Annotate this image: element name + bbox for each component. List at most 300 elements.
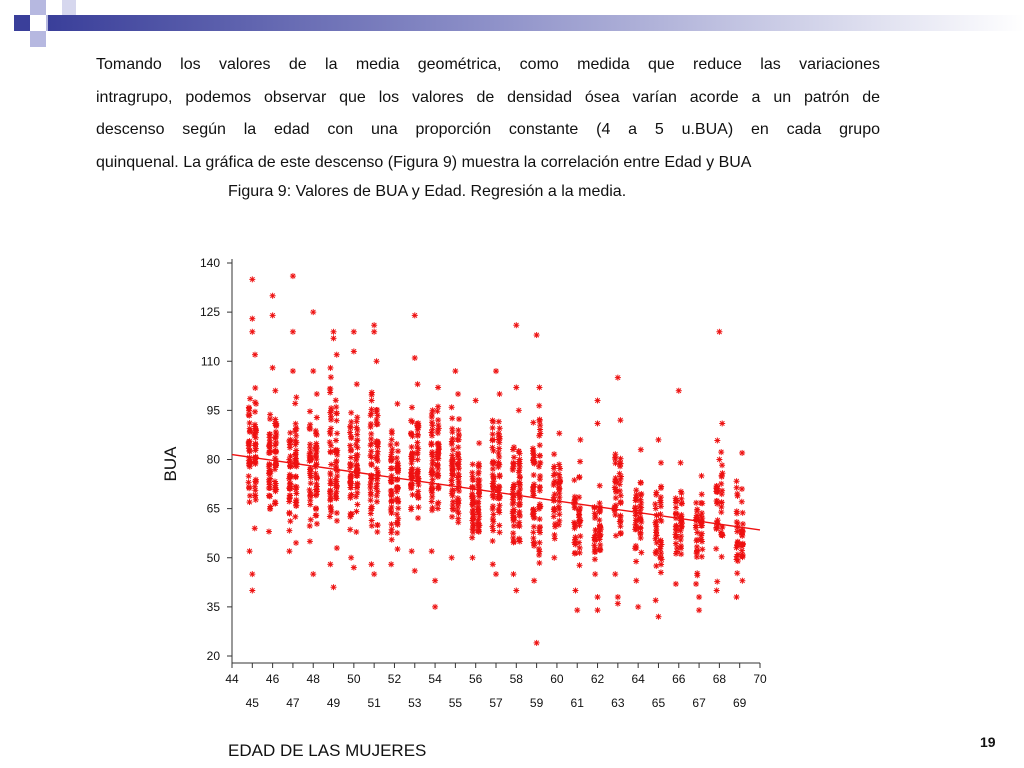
data-point <box>267 416 273 422</box>
data-point <box>327 431 333 437</box>
data-point <box>389 465 395 471</box>
data-point <box>369 518 375 524</box>
data-point <box>290 368 296 374</box>
data-point <box>310 571 316 577</box>
data-point <box>349 462 355 468</box>
data-point <box>490 419 496 425</box>
data-point <box>469 535 475 541</box>
data-point <box>429 505 435 511</box>
data-point <box>637 531 643 537</box>
x-tick-label: 51 <box>367 696 381 710</box>
data-point <box>734 478 740 484</box>
data-point <box>367 485 373 491</box>
data-point <box>713 488 719 494</box>
data-point <box>496 419 502 425</box>
data-point <box>327 449 333 455</box>
data-point <box>354 480 360 486</box>
data-point <box>592 556 598 562</box>
data-point <box>496 507 502 513</box>
data-point <box>395 516 401 522</box>
data-point <box>247 420 253 426</box>
data-point <box>536 384 542 390</box>
data-point <box>435 472 441 478</box>
data-point <box>286 476 292 482</box>
data-point <box>455 444 461 450</box>
data-point <box>328 374 334 380</box>
data-point <box>490 466 496 472</box>
data-point <box>455 427 461 433</box>
data-point <box>551 465 557 471</box>
page-number: 19 <box>980 734 996 750</box>
data-point <box>530 529 536 535</box>
data-point <box>334 482 340 488</box>
data-point <box>530 507 536 513</box>
y-tick-label: 95 <box>206 403 220 418</box>
data-point <box>739 528 745 534</box>
data-point <box>313 493 319 499</box>
data-point <box>674 497 680 503</box>
data-point <box>734 542 740 548</box>
data-point <box>429 449 435 455</box>
scatter-chart <box>150 245 790 720</box>
data-point <box>470 461 476 467</box>
data-point <box>489 524 495 530</box>
paragraph-line-2: intragrupo, podemos observar que los valores de densidad ósea varían acorde a un patrón de <box>96 88 880 106</box>
data-point <box>694 508 700 514</box>
data-point <box>388 530 394 536</box>
data-point <box>696 607 702 613</box>
data-point <box>395 448 401 454</box>
data-point <box>455 437 461 443</box>
data-point <box>252 352 258 358</box>
data-point <box>414 470 420 476</box>
data-point <box>470 477 476 483</box>
data-point <box>633 497 639 503</box>
data-point <box>658 554 664 560</box>
data-point <box>429 469 435 475</box>
data-point <box>679 500 685 506</box>
data-point <box>267 450 273 456</box>
data-point <box>517 482 523 488</box>
data-point <box>348 419 354 425</box>
data-point <box>347 423 353 429</box>
data-point <box>333 437 339 443</box>
data-point <box>617 481 623 487</box>
data-point <box>739 486 745 492</box>
data-point <box>455 465 461 471</box>
data-point <box>513 384 519 390</box>
data-point <box>252 385 258 391</box>
data-point <box>577 437 583 443</box>
data-point <box>511 523 517 529</box>
data-point <box>247 396 253 402</box>
data-point <box>430 454 436 460</box>
data-point <box>592 571 598 577</box>
data-point <box>351 565 357 571</box>
x-axis-title: EDAD DE LAS MUJERES <box>228 741 427 760</box>
data-point <box>449 452 455 458</box>
data-point <box>571 540 577 546</box>
data-point <box>455 519 461 525</box>
body-paragraph <box>96 49 880 179</box>
data-point <box>355 445 361 451</box>
data-point <box>266 529 272 535</box>
data-point <box>334 489 340 495</box>
data-point <box>408 485 414 491</box>
data-point <box>678 528 684 534</box>
data-point <box>673 581 679 587</box>
data-point <box>307 538 313 544</box>
data-point <box>537 501 543 507</box>
data-point <box>308 480 314 486</box>
data-point <box>734 594 740 600</box>
data-point <box>293 433 299 439</box>
data-point <box>249 276 255 282</box>
data-point <box>266 493 272 499</box>
data-point <box>354 437 360 443</box>
data-point <box>353 508 359 514</box>
data-point <box>375 522 381 528</box>
data-point <box>597 533 603 539</box>
data-point <box>536 403 542 409</box>
data-point <box>247 493 253 499</box>
data-point <box>734 485 740 491</box>
data-point <box>572 551 578 557</box>
data-point <box>496 522 502 528</box>
data-point <box>694 538 700 544</box>
data-point <box>334 418 340 424</box>
x-tick-label: 61 <box>570 696 584 710</box>
data-point <box>576 508 582 514</box>
data-point <box>290 273 296 279</box>
data-point <box>450 436 456 442</box>
data-point <box>293 497 299 503</box>
data-point <box>516 469 522 475</box>
data-point <box>673 511 679 517</box>
data-point <box>249 329 255 335</box>
data-point <box>734 570 740 576</box>
data-point <box>435 450 441 456</box>
data-point <box>699 554 705 560</box>
data-point <box>490 511 496 517</box>
data-point <box>534 640 540 646</box>
data-point <box>537 473 543 479</box>
data-point <box>354 419 360 425</box>
data-point <box>552 491 558 497</box>
data-point <box>314 475 320 481</box>
data-point <box>267 476 273 482</box>
data-point <box>408 430 414 436</box>
data-point <box>618 474 624 480</box>
x-tick-label: 45 <box>245 696 259 710</box>
data-point <box>286 548 292 554</box>
data-point <box>374 466 380 472</box>
data-point <box>429 427 435 433</box>
data-point <box>517 474 523 480</box>
data-point <box>272 434 278 440</box>
data-point <box>511 454 517 460</box>
data-point <box>368 492 374 498</box>
data-point <box>270 365 276 371</box>
data-point <box>613 502 619 508</box>
data-point <box>246 485 252 491</box>
data-point <box>678 489 684 495</box>
data-point <box>314 415 320 421</box>
data-point <box>368 436 374 442</box>
data-point <box>374 358 380 364</box>
data-point <box>292 428 298 434</box>
data-point <box>347 514 353 520</box>
data-point <box>415 421 421 427</box>
data-point <box>490 425 496 431</box>
data-point <box>693 500 699 506</box>
x-tick-label: 58 <box>509 672 523 686</box>
data-point <box>374 417 380 423</box>
data-point <box>287 430 293 436</box>
data-point <box>449 477 455 483</box>
data-point <box>432 578 438 584</box>
data-point <box>351 348 357 354</box>
data-point <box>267 462 273 468</box>
data-point <box>530 420 536 426</box>
figure-caption: Figura 9: Valores de BUA y Edad. Regresión a la media. <box>228 183 627 200</box>
data-point <box>536 546 542 552</box>
data-point <box>249 316 255 322</box>
x-tick-label: 57 <box>489 696 503 710</box>
data-point <box>252 478 258 484</box>
data-point <box>395 522 401 528</box>
data-point <box>574 607 580 613</box>
data-point <box>655 614 661 620</box>
data-point <box>551 506 557 512</box>
data-point <box>267 504 273 510</box>
data-point <box>328 481 334 487</box>
data-point <box>490 460 496 466</box>
data-point <box>516 458 522 464</box>
data-point <box>490 538 496 544</box>
data-point <box>597 522 603 528</box>
data-point <box>354 432 360 438</box>
data-point <box>252 409 258 415</box>
data-point <box>286 528 292 534</box>
data-point <box>354 414 360 420</box>
data-point <box>353 529 359 535</box>
data-point <box>719 488 725 494</box>
x-tick-label: 66 <box>672 672 686 686</box>
data-point <box>429 411 435 417</box>
y-tick-label: 110 <box>200 354 220 369</box>
data-point <box>452 368 458 374</box>
data-point <box>470 499 476 505</box>
data-point <box>331 335 337 341</box>
data-point <box>455 391 461 397</box>
data-point <box>696 594 702 600</box>
data-point <box>246 405 252 411</box>
data-point <box>313 506 319 512</box>
data-point <box>489 445 495 451</box>
data-point <box>537 516 543 522</box>
data-point <box>537 484 543 490</box>
data-point <box>638 480 644 486</box>
data-point <box>307 497 313 503</box>
data-point <box>409 444 415 450</box>
data-point <box>693 581 699 587</box>
data-point <box>334 410 340 416</box>
data-point <box>658 484 664 490</box>
data-point <box>435 486 441 492</box>
data-point <box>395 505 401 511</box>
data-point <box>476 440 482 446</box>
data-point <box>375 421 381 427</box>
data-point <box>615 601 621 607</box>
data-point <box>552 536 558 542</box>
data-point <box>306 458 312 464</box>
data-point <box>395 466 401 472</box>
data-point <box>247 548 253 554</box>
data-point <box>334 430 340 436</box>
data-point <box>375 458 381 464</box>
data-point <box>739 499 745 505</box>
data-point <box>571 520 577 526</box>
data-point <box>307 441 313 447</box>
data-point <box>597 483 603 489</box>
data-point <box>633 578 639 584</box>
data-point <box>475 517 481 523</box>
data-point <box>654 532 660 538</box>
data-point <box>415 504 421 510</box>
data-point <box>637 524 643 530</box>
data-point <box>293 473 299 479</box>
data-point <box>429 433 435 439</box>
data-point <box>739 533 745 539</box>
data-point <box>435 427 441 433</box>
data-point <box>310 368 316 374</box>
data-point <box>409 548 415 554</box>
data-point <box>658 500 664 506</box>
data-point <box>252 399 258 405</box>
data-point <box>375 439 381 445</box>
data-point <box>612 451 618 457</box>
data-point <box>497 529 503 535</box>
data-point <box>678 545 684 551</box>
data-point <box>694 549 700 555</box>
data-point <box>410 492 416 498</box>
data-point <box>716 329 722 335</box>
data-point <box>556 430 562 436</box>
data-point <box>394 530 400 536</box>
data-point <box>531 578 537 584</box>
data-point <box>470 521 476 527</box>
data-point <box>435 456 441 462</box>
data-point <box>272 388 278 394</box>
data-point <box>388 442 394 448</box>
data-point <box>272 416 278 422</box>
data-point <box>699 523 705 529</box>
data-point <box>434 408 440 414</box>
data-point <box>476 522 482 528</box>
data-point <box>719 462 725 468</box>
data-point <box>719 554 725 560</box>
data-point <box>449 555 455 561</box>
data-point <box>371 329 377 335</box>
data-point <box>395 546 401 552</box>
data-point <box>571 477 577 483</box>
data-point <box>415 515 421 521</box>
data-point <box>513 322 519 328</box>
data-point <box>247 426 253 432</box>
data-point <box>556 511 562 517</box>
data-point <box>249 571 255 577</box>
data-point <box>369 392 375 398</box>
data-point <box>273 422 279 428</box>
data-point <box>394 441 400 447</box>
data-point <box>368 475 374 481</box>
data-point <box>718 449 724 455</box>
data-point <box>673 526 679 532</box>
data-point <box>253 435 259 441</box>
x-tick-label: 54 <box>428 672 442 686</box>
data-point <box>469 494 475 500</box>
data-point <box>714 588 720 594</box>
data-point <box>412 568 418 574</box>
data-point <box>456 480 462 486</box>
data-point <box>678 460 684 466</box>
data-point <box>408 454 414 460</box>
data-point <box>368 421 374 427</box>
y-axis-title: BUA <box>161 446 180 482</box>
data-point <box>389 537 395 543</box>
data-point <box>497 472 503 478</box>
data-point <box>557 466 563 472</box>
data-point <box>714 483 720 489</box>
data-point <box>531 514 537 520</box>
data-point <box>455 460 461 466</box>
data-point <box>449 404 455 410</box>
data-point <box>577 550 583 556</box>
data-point <box>531 540 537 546</box>
title-gradient-bar <box>48 15 1024 31</box>
data-point <box>272 486 278 492</box>
data-point <box>333 404 339 410</box>
data-point <box>314 391 320 397</box>
data-point <box>718 504 724 510</box>
data-point <box>368 448 374 454</box>
data-point <box>714 579 720 585</box>
data-point <box>490 475 496 481</box>
data-point <box>371 571 377 577</box>
paragraph-line-3: descenso según la edad con una proporción constante (4 a 5 u.BUA) en cada grupo <box>96 121 880 138</box>
data-point <box>674 548 680 554</box>
x-tick-label: 46 <box>265 672 280 686</box>
data-point <box>246 473 252 479</box>
data-point <box>435 500 441 506</box>
data-point <box>475 471 481 477</box>
data-point <box>475 463 481 469</box>
x-tick-label: 55 <box>448 696 463 710</box>
data-point <box>633 517 639 523</box>
data-point <box>369 454 375 460</box>
data-point <box>409 474 415 480</box>
data-point <box>577 459 583 465</box>
data-point <box>348 447 354 453</box>
data-point <box>577 517 583 523</box>
data-point <box>368 561 374 567</box>
data-point <box>287 511 293 517</box>
data-point <box>347 527 353 533</box>
data-point <box>293 394 299 400</box>
data-point <box>327 514 333 520</box>
data-point <box>537 540 543 546</box>
